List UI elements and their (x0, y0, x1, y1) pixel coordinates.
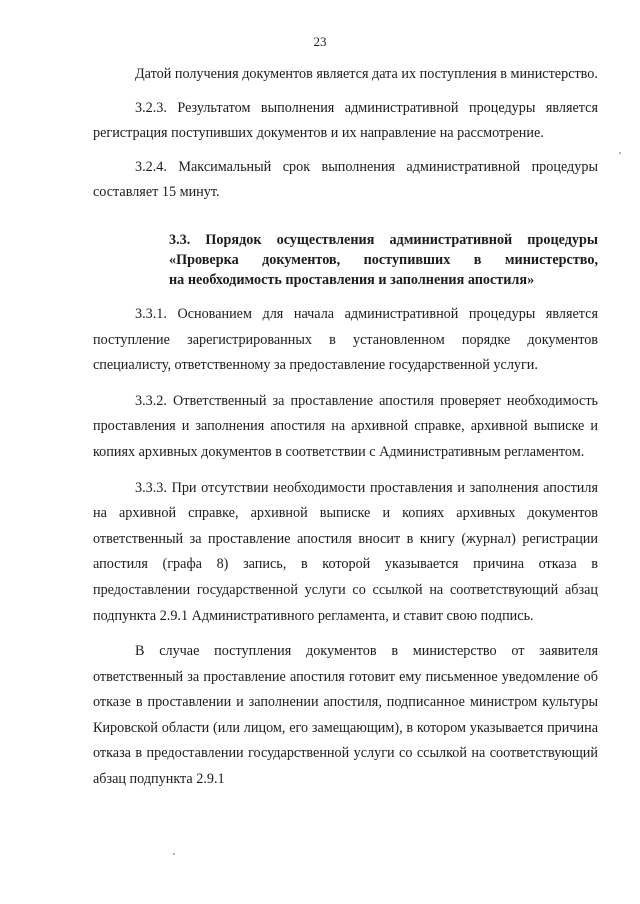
section-heading-line-1: 3.3. Порядок осуществления административной процедуры (169, 231, 598, 248)
paragraph-3-2-4: 3.2.4. Максимальный срок выполнения административной процедуры составляет 15 минут. (93, 158, 598, 201)
paragraph-refusal-notice: В случае поступления документов в министерство от заявителя ответственный за проставление апостиля готовит ему письменное уведомление об отказе в проставлении и заполнении апостиля, подписанное министром культуры Кировской области (или лицом, его замещающим), в котором указывается причина отказа в предоставлении государственной услуги со ссылкой на соответствующий абзац подпункта 2.9.1 (93, 643, 598, 788)
paragraph-3-3-1: 3.3.1. Основанием для начала административной процедуры является поступление зарегистрированных в установленном порядке документов специалисту, ответственному за предоставление государственной услуги. (93, 305, 598, 374)
section-heading-line-2: «Проверка документов, поступивших в министерство, (169, 251, 598, 268)
paragraph-receipt-date: Датой получения документов является дата их поступления в министерство. (135, 66, 598, 82)
scan-speck (173, 853, 175, 855)
scan-speck (619, 152, 621, 154)
section-heading-3-3 (93, 230, 598, 290)
document-body (93, 62, 598, 793)
paragraph-3-3-2: 3.3.2. Ответственный за проставление апостиля проверяет необходимость проставления и заполнения апостиля на архивной справке, архивной выписке и копиях архивных документов в соответствии с Административным регламентом. (93, 392, 598, 460)
paragraph-3-2-3: 3.2.3. Результатом выполнения административной процедуры является регистрация поступивших документов и их направление на рассмотрение. (93, 99, 598, 142)
page-number: 23 (313, 34, 327, 49)
section-heading-line-3: на необходимость проставления и заполнения апостиля» (169, 271, 535, 288)
paragraph-3-3-3: 3.3.3. При отсутствии необходимости проставления и заполнения апостиля на архивной справке, архивной выписке и копиях архивных документов ответственный за проставление апостиля вносит в книгу (журнал) регистрации апостиля (графа 8) запись, в которой указывается причина отказа в предоставлении государственной услуги со ссылкой на соответствующий абзац подпункта 2.9.1 Административного регламента, и ставит свою подпись. (93, 479, 598, 624)
